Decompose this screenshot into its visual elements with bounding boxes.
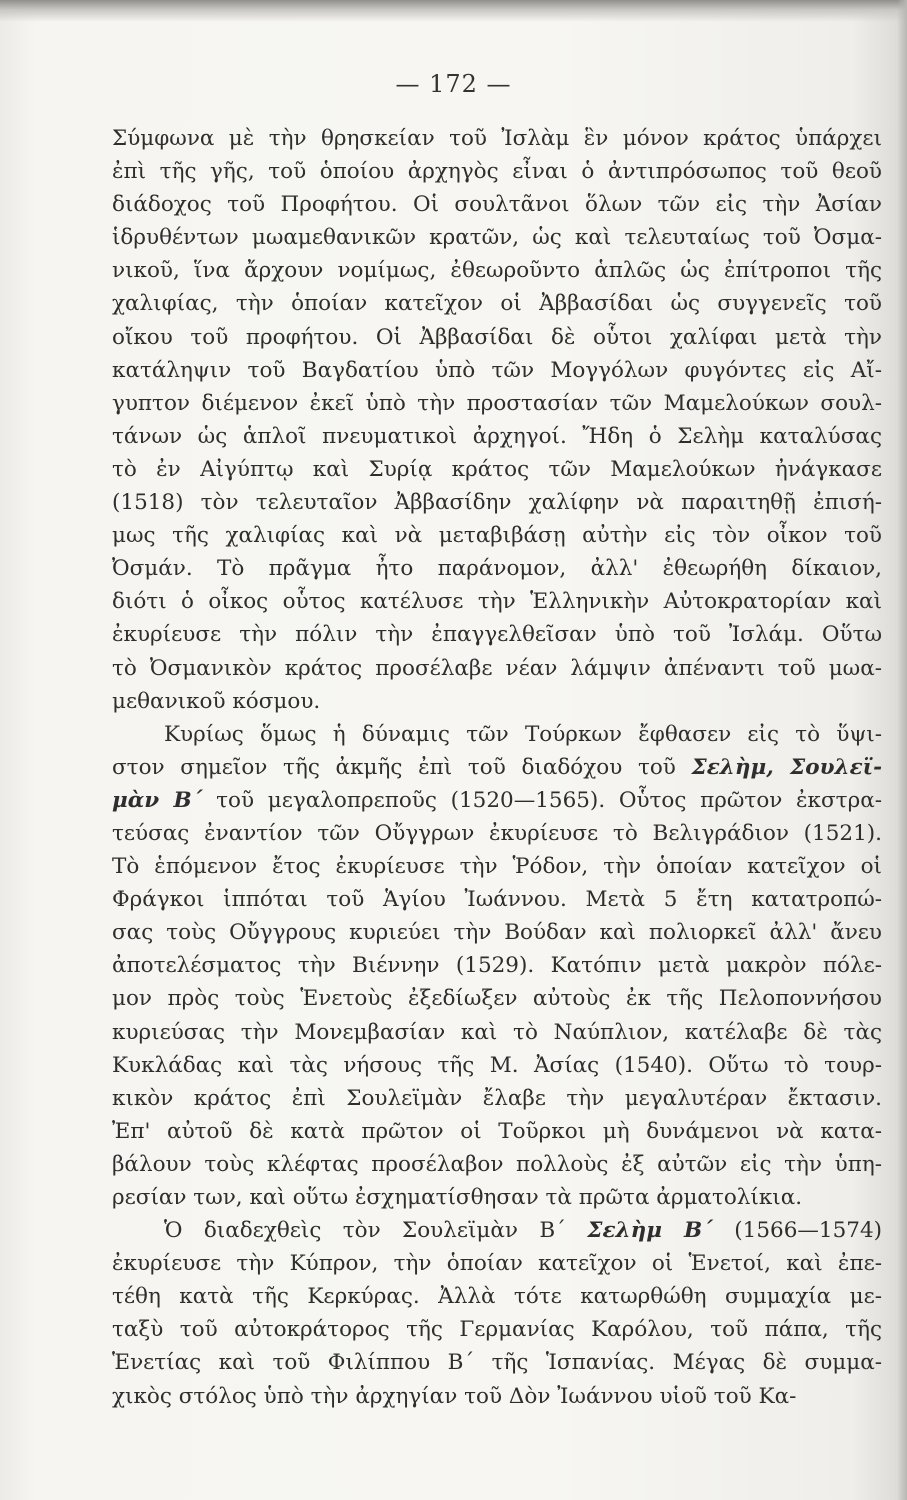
text-line: διάδοχος τοῦ Προφήτου. Οἱ σουλτᾶνοι ὅλων τῶν εἰς τὴν Ἀσίαν [112, 192, 882, 218]
text-line: νικοῦ, ἵνα ἄρχουν νομίμως, ἐθεωροῦντο ἁπλῶς ὡς ἐπίτροποι τῆς [112, 258, 882, 284]
scan-top-shadow [0, 0, 907, 22]
text-line: μεθανικοῦ κόσμου. [112, 688, 321, 714]
page-number: — 172 — [395, 70, 512, 98]
text-line: (1518) τὸν τελευταῖον Ἀββασίδην χαλίφην νὰ παραιτηθῇ ἐπισή- [112, 490, 882, 516]
text-line: τέθη κατὰ τῆς Κερκύρας. Ἀλλὰ τότε κατωρθώθη συμμαχία με- [112, 1284, 882, 1310]
text-line: γυπτον διέμενον ἐκεῖ ὑπὸ τὴν προστασίαν τῶν Μαμελούκων σουλ- [112, 390, 882, 416]
text-line: τεύσας ἐναντίον τῶν Οὔγγρων ἐκυρίευσε τὸ Βελιγράδιον (1521). [112, 820, 882, 846]
text-line: μὰν Β΄ τοῦ μεγαλοπρεποῦς (1520—1565). Οὗτος πρῶτον ἐκστρα- [112, 787, 882, 813]
text-line: ρεσίαν των, καὶ οὕτω ἐσχηματίσθησαν τὰ πρῶτα ἀρματολίκια. [112, 1185, 803, 1210]
text-line: Φράγκοι ἱππόται τοῦ Ἁγίου Ἰωάννου. Μετὰ 5 ἔτη κατατροπώ- [112, 887, 882, 913]
paragraph-2 [112, 718, 882, 1214]
text-line: τὸ ἐν Αἰγύπτῳ καὶ Συρίᾳ κράτος τῶν Μαμελούκων ἠνάγκασε [112, 456, 882, 482]
text-line: οἴκου τοῦ προφήτου. Οἱ Ἀββασίδαι δὲ οὗτοι χαλίφαι μετὰ τὴν [112, 324, 882, 350]
text-line: ἱδρυθέντων μωαμεθανικῶν κρατῶν, ὡς καὶ τελευταίως τοῦ Ὀσμα- [112, 225, 882, 251]
text-line: μως τῆς χαλιφίας καὶ νὰ μεταβιβάσῃ αὐτὴν εἰς τὸν οἶκον τοῦ [112, 523, 882, 549]
text-line: χαλιφίας, τὴν ὁποίαν κατεῖχον οἱ Ἀββασίδαι ὡς συγγενεῖς τοῦ [112, 291, 882, 317]
text-line: ἀποτελέσματος τὴν Βιέννην (1529). Κατόπιν μετὰ μακρὸν πόλε- [112, 953, 882, 979]
text-line: τάνων ὡς ἁπλοῖ πνευματικοὶ ἀρχηγοί. Ἤδη ὁ Σελὴμ καταλύσας [112, 423, 882, 449]
text-line: Κυρίως ὅμως ἡ δύναμις τῶν Τούρκων ἔφθασεν εἰς τὸ ὕψι- [164, 721, 882, 747]
paragraph-1 [112, 122, 882, 718]
text-line: βάλουν τοὺς κλέφτας προσέλαβον πολλοὺς ἐξ αὐτῶν εἰς τὴν ὑπη- [112, 1151, 882, 1177]
emphasized-name: Σελὴμ Β΄ [587, 1218, 713, 1244]
scan-right-edge [897, 0, 907, 1500]
emphasized-name: μὰν Β΄ [112, 787, 203, 813]
paragraph-3 [112, 1214, 882, 1413]
text-line: Ἑνετίας καὶ τοῦ Φιλίππου Β΄ τῆς Ἱσπανίας. Μέγας δὲ συμμα- [112, 1350, 882, 1376]
text-line: στον σημεῖον τῆς ἀκμῆς ἐπὶ τοῦ διαδόχου τοῦ Σελὴμ, Σουλεϊ- [112, 754, 882, 780]
text-line: ἐπὶ τῆς γῆς, τοῦ ὁποίου ἀρχηγὸς εἶναι ὁ ἀντιπρόσωπος τοῦ θεοῦ [112, 159, 882, 185]
text-line: ταξὺ τοῦ αὐτοκράτορος τῆς Γερμανίας Καρόλου, τοῦ πάπα, τῆς [112, 1317, 882, 1343]
text-line: Τὸ ἑπόμενον ἔτος ἐκυρίευσε τὴν Ῥόδον, τὴν ὁποίαν κατεῖχον οἱ [112, 854, 882, 880]
text-line: κικὸν κράτος ἐπὶ Σουλεϊμὰν ἔλαβε τὴν μεγαλυτέραν ἔκτασιν. [112, 1085, 882, 1111]
text-line: μον πρὸς τοὺς Ἑνετοὺς ἐξεδίωξεν αὐτοὺς ἐκ τῆς Πελοποννήσου [112, 986, 882, 1012]
text-line: σας τοὺς Οὔγγρους κυριεύει τὴν Βούδαν καὶ πολιορκεῖ ἀλλ' ἄνευ [112, 920, 882, 946]
text-line: Ἐπ' αὐτοῦ δὲ κατὰ πρῶτον οἱ Τοῦρκοι μὴ δυνάμενοι νὰ κατα- [112, 1118, 882, 1144]
text-line: διότι ὁ οἶκος οὗτος κατέλυσε τὴν Ἑλληνικὴν Αὐτοκρατορίαν καὶ [112, 589, 882, 615]
text-line: χικὸς στόλος ὑπὸ τὴν ἀρχηγίαν τοῦ Δὸν Ἰωάννου υἱοῦ τοῦ Κα- [112, 1383, 797, 1409]
text-line: κατάληψιν τοῦ Βαγδατίου ὑπὸ τῶν Μογγόλων φυγόντες εἰς Αἴ- [112, 357, 882, 383]
text-line: Σύμφωνα μὲ τὴν θρησκείαν τοῦ Ἰσλὰμ ἓν μόνον κράτος ὑπάρχει [112, 126, 882, 151]
text-line: κυριεύσας τὴν Μονεμβασίαν καὶ τὸ Ναύπλιον, κατέλαβε δὲ τὰς [112, 1019, 882, 1045]
text-line: Κυκλάδας καὶ τὰς νήσους τῆς Μ. Ἀσίας (1540). Οὕτω τὸ τουρ- [112, 1052, 882, 1078]
text-line: Ὀσμάν. Τὸ πρᾶγμα ἦτο παράνομον, ἀλλ' ἐθεωρήθη δίκαιον, [112, 556, 882, 582]
text-line: ἐκυρίευσε τὴν πόλιν τὴν ἐπαγγελθεῖσαν ὑπὸ τοῦ Ἰσλάμ. Οὕτω [112, 622, 882, 648]
text-line: ἐκυρίευσε τὴν Κύπρον, τὴν ὁποίαν κατεῖχον οἱ Ἑνετοί, καὶ ἐπε- [112, 1251, 882, 1277]
body-text [112, 122, 882, 1413]
text-line: τὸ Ὀσμανικὸν κράτος προσέλαβε νέαν λάμψιν ἀπέναντι τοῦ μωα- [112, 655, 882, 681]
text-line: Ὁ διαδεχθεὶς τὸν Σουλεϊμὰν Β΄ Σελὴμ Β΄ (1566—1574) [164, 1218, 882, 1244]
emphasized-name: Σελὴμ, Σουλεϊ- [691, 754, 882, 780]
